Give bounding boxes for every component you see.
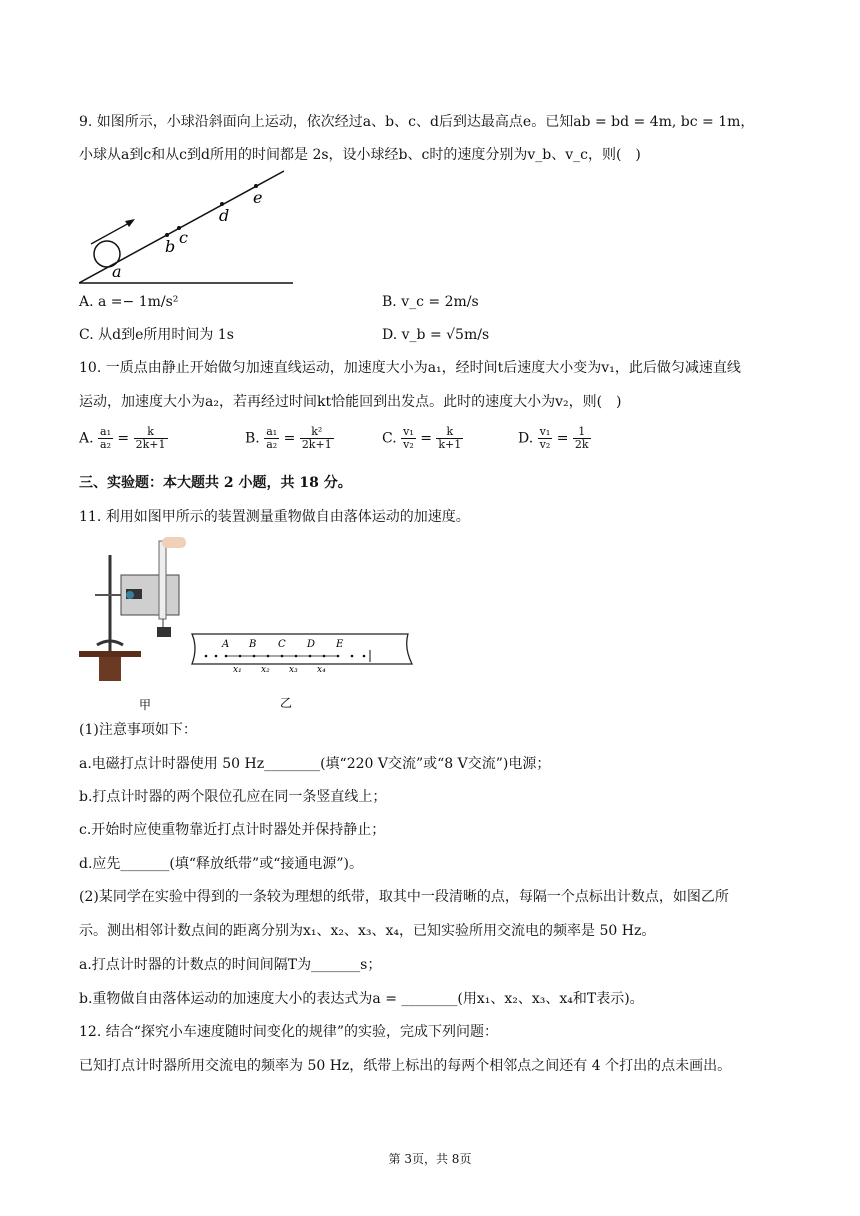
q11-part2-line1: (2)某同学在实验中得到的一条较为理想的纸带，取其中一段清晰的点，每隔一个点标出计数点，如图乙所 <box>79 889 729 905</box>
arrow-head <box>125 219 135 227</box>
incline-figure <box>79 168 299 288</box>
q11-part2-line2: 示。测出相邻计数点间的距离分别为x₁、x₂、x₃、x₄，已知实验所用交流电的频率是 50 Hz。 <box>79 923 656 939</box>
q9-option-d: D. v_b = √5m/s <box>382 327 490 343</box>
stand-foot <box>99 657 121 681</box>
tape-strip <box>159 541 166 619</box>
tape-label-d: D <box>307 639 316 650</box>
tape-x1: x₁ <box>233 665 242 675</box>
tape-x4: x₄ <box>317 665 326 675</box>
hand <box>162 537 186 548</box>
q10-option-d: D. $\frac{\text{v₁}}{\text{v₂}}$ = $\frac{1}{2k}$ <box>518 425 589 451</box>
q9-option-c: C. 从d到e所用时间为 1s <box>79 327 234 343</box>
q10-option-c: C. $\frac{\text{v₁}}{\text{v₂}}$ = $\frac{k}{k+1}$ <box>382 425 462 451</box>
q11-part1: (1)注意事项如下： <box>79 722 197 738</box>
timer-knob <box>126 591 134 599</box>
fig-yi-label: 乙 <box>280 696 293 710</box>
q12-line1: 12. 结合“探究小车速度随时间变化的规律”的实验，完成下列问题： <box>79 1024 499 1040</box>
q11-part2-b: b.重物做自由落体运动的加速度大小的表达式为a = ________(用x₁、x₂、x₃、x₄和T表示)。 <box>79 991 644 1007</box>
tape-label-a: A <box>222 639 230 650</box>
tape-label-c: C <box>278 639 286 650</box>
tape-figure <box>186 632 416 712</box>
q11-note-c: c.开始时应使重物靠近打点计时器处并保持静止； <box>79 822 386 838</box>
q11-note-b: b.打点计时器的两个限位孔应在同一条竖直线上； <box>79 789 387 805</box>
q10-option-a: A. $\frac{\text{a₁}}{\text{a₂}}$ = $\frac{k}{2k+1}$ <box>79 425 166 451</box>
q11-note-a: a.电磁打点计时器使用 50 Hz________(填“220 V交流”或“8 V交流”)电源； <box>79 756 551 772</box>
label-c: c <box>179 228 188 247</box>
label-d: d <box>219 206 230 225</box>
tape-x3: x₃ <box>289 665 298 675</box>
q11-intro: 11. 利用如图甲所示的装置测量重物做自由落体运动的加速度。 <box>79 509 470 525</box>
q9-option-b: B. v_c = 2m/s <box>382 294 479 310</box>
label-b: b <box>165 237 176 256</box>
q11-note-d: d.应先_______(填“释放纸带”或“接通电源”)。 <box>79 856 363 872</box>
stand-base <box>79 651 141 657</box>
tape-label-e: E <box>336 639 344 650</box>
tape-label-b: B <box>249 639 257 650</box>
tape-x2: x₂ <box>261 665 270 675</box>
page-footer: 第 3页，共 8页 <box>388 1152 472 1166</box>
q10-option-b: B. $\frac{\text{a₁}}{\text{a₂}}$ = $\frac{\text{k²}}{2k+1}$ <box>245 425 332 451</box>
fig-jia-label: 甲 <box>139 698 152 712</box>
q9-line1: 9. 如图所示，小球沿斜面向上运动，依次经过a、b、c、d后到达最高点e。已知ab = bd = 4m, bc = 1m， <box>79 114 755 130</box>
section-heading: 三、实验题：本大题共 2 小题，共 18 分。 <box>79 475 352 491</box>
q11-part2-a: a.打点计时器的计数点的时间间隔T为_______s； <box>79 957 382 973</box>
weight <box>157 627 171 637</box>
label-e: e <box>253 188 263 207</box>
q12-line2: 已知打点计时器所用交流电的频率为 50 Hz，纸带上标出的每两个相邻点之间还有 4 个打出的点未画出。 <box>79 1058 732 1074</box>
label-a: a <box>112 262 122 281</box>
q9-line2: 小球从a到c和从c到d所用的时间都是 2s，设小球经b、c时的速度分别为v_b、v_c，则( ) <box>79 147 641 163</box>
q9-option-a: A. a =− 1m/s² <box>79 294 179 310</box>
q10-line1: 10. 一质点由静止开始做匀加速直线运动，加速度大小为a₁，经时间t后速度大小变为v₁，此后做匀减速直线 <box>79 360 741 376</box>
arrow-shaft <box>91 222 131 244</box>
q10-line2: 运动，加速度大小为a₂，若再经过时间kt恰能回到出发点。此时的速度大小为v₂，则( ) <box>79 394 622 410</box>
